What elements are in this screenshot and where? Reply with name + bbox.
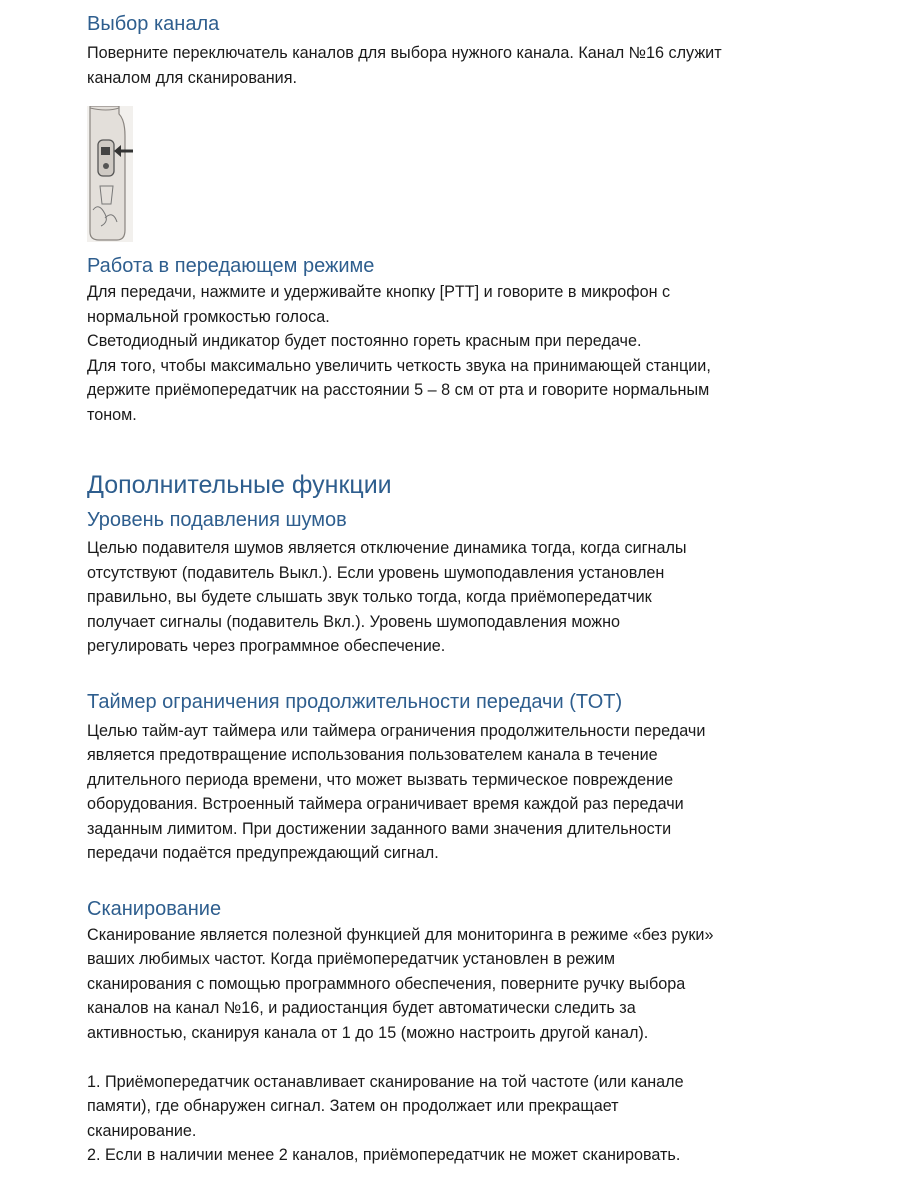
paragraph-line: каналом для сканирования. [87,68,297,87]
paragraph-line: Целью подавителя шумов является отключение динамика тогда, когда сигналы [87,539,687,557]
heading-tot: Таймер ограничения продолжительности передачи (TOT) [87,690,623,713]
paragraph-line: Светодиодный индикатор будет постоянно гореть красным при передаче. [87,332,642,350]
paragraph-line: Сканирование является полезной функцией для мониторинга в режиме «без руки» [87,925,714,944]
heading-channel-select: Выбор канала [87,13,220,35]
paragraph-line: нормальной громкостью голоса. [87,307,330,326]
paragraph-line: Целью тайм-аут таймера или таймера ограничения продолжительности передачи [87,721,706,740]
paragraph-line: правильно, вы будете слышать звук только тогда, когда приёмопередатчик [87,588,652,606]
paragraph-line: Поверните переключатель каналов для выбора нужного канала. Канал №16 служит [87,44,722,62]
paragraph-line: является предотвращение использования пользователем канала в течение [87,746,658,764]
paragraph-line: оборудования. Встроенный таймера ограничивает время каждой раз передачи [87,795,684,813]
paragraph-line: длительного периода времени, что может вызвать термическое повреждение [87,770,674,789]
paragraph-line: передачи подаётся предупреждающий сигнал. [87,844,439,862]
paragraph-line: активностью, сканируя канала от 1 до 15 (можно настроить другой канал). [87,1023,649,1042]
note-line: 1. Приёмопередатчик останавливает сканирование на той частоте (или канале [87,1072,684,1091]
heading-squelch-level: Уровень подавления шумов [87,509,347,531]
note-line: сканирование. [87,1121,197,1140]
heading-scanning: Сканирование [87,897,222,920]
paragraph-line: каналов на канал №16, и радиостанция будет автоматически следить за [87,999,636,1017]
heading-transmit-mode: Работа в передающем режиме [87,255,375,277]
note-line: памяти), где обнаружен сигнал. Затем он продолжает или прекращает [87,1097,619,1115]
paragraph-line: держите приёмопередатчик на расстоянии 5 – 8 см от рта и говорите нормальным [87,381,710,399]
paragraph-line: Для передачи, нажмите и удерживайте кнопку [PTT] и говорите в микрофон с [87,283,671,301]
paragraph-line: ваших любимых частот. Когда приёмопередатчик установлен в режим [87,950,616,968]
paragraph-line: Для того, чтобы максимально увеличить четкость звука на принимающей станции, [87,356,711,375]
paragraph-line: получает сигналы (подавитель Вкл.). Уровень шумоподавления можно [87,612,621,631]
document-page [87,0,817,1168]
paragraph-line: регулировать через программное обеспечение. [87,637,446,655]
paragraph-line: заданным лимитом. При достижении заданного вами значения длительности [87,819,672,838]
note-line: 2. Если в наличии менее 2 каналов, приёмопередатчик не может сканировать. [87,1146,681,1164]
radio-side-image [87,106,133,242]
paragraph-line: сканирования с помощью программного обеспечения, поверните ручку выбора [87,974,686,993]
paragraph-line: тоном. [87,405,137,424]
heading-additional-functions: Дополнительные функции [87,471,392,499]
paragraph-line: отсутствуют (подавитель Выкл.). Если уровень шумоподавления установлен [87,563,665,582]
